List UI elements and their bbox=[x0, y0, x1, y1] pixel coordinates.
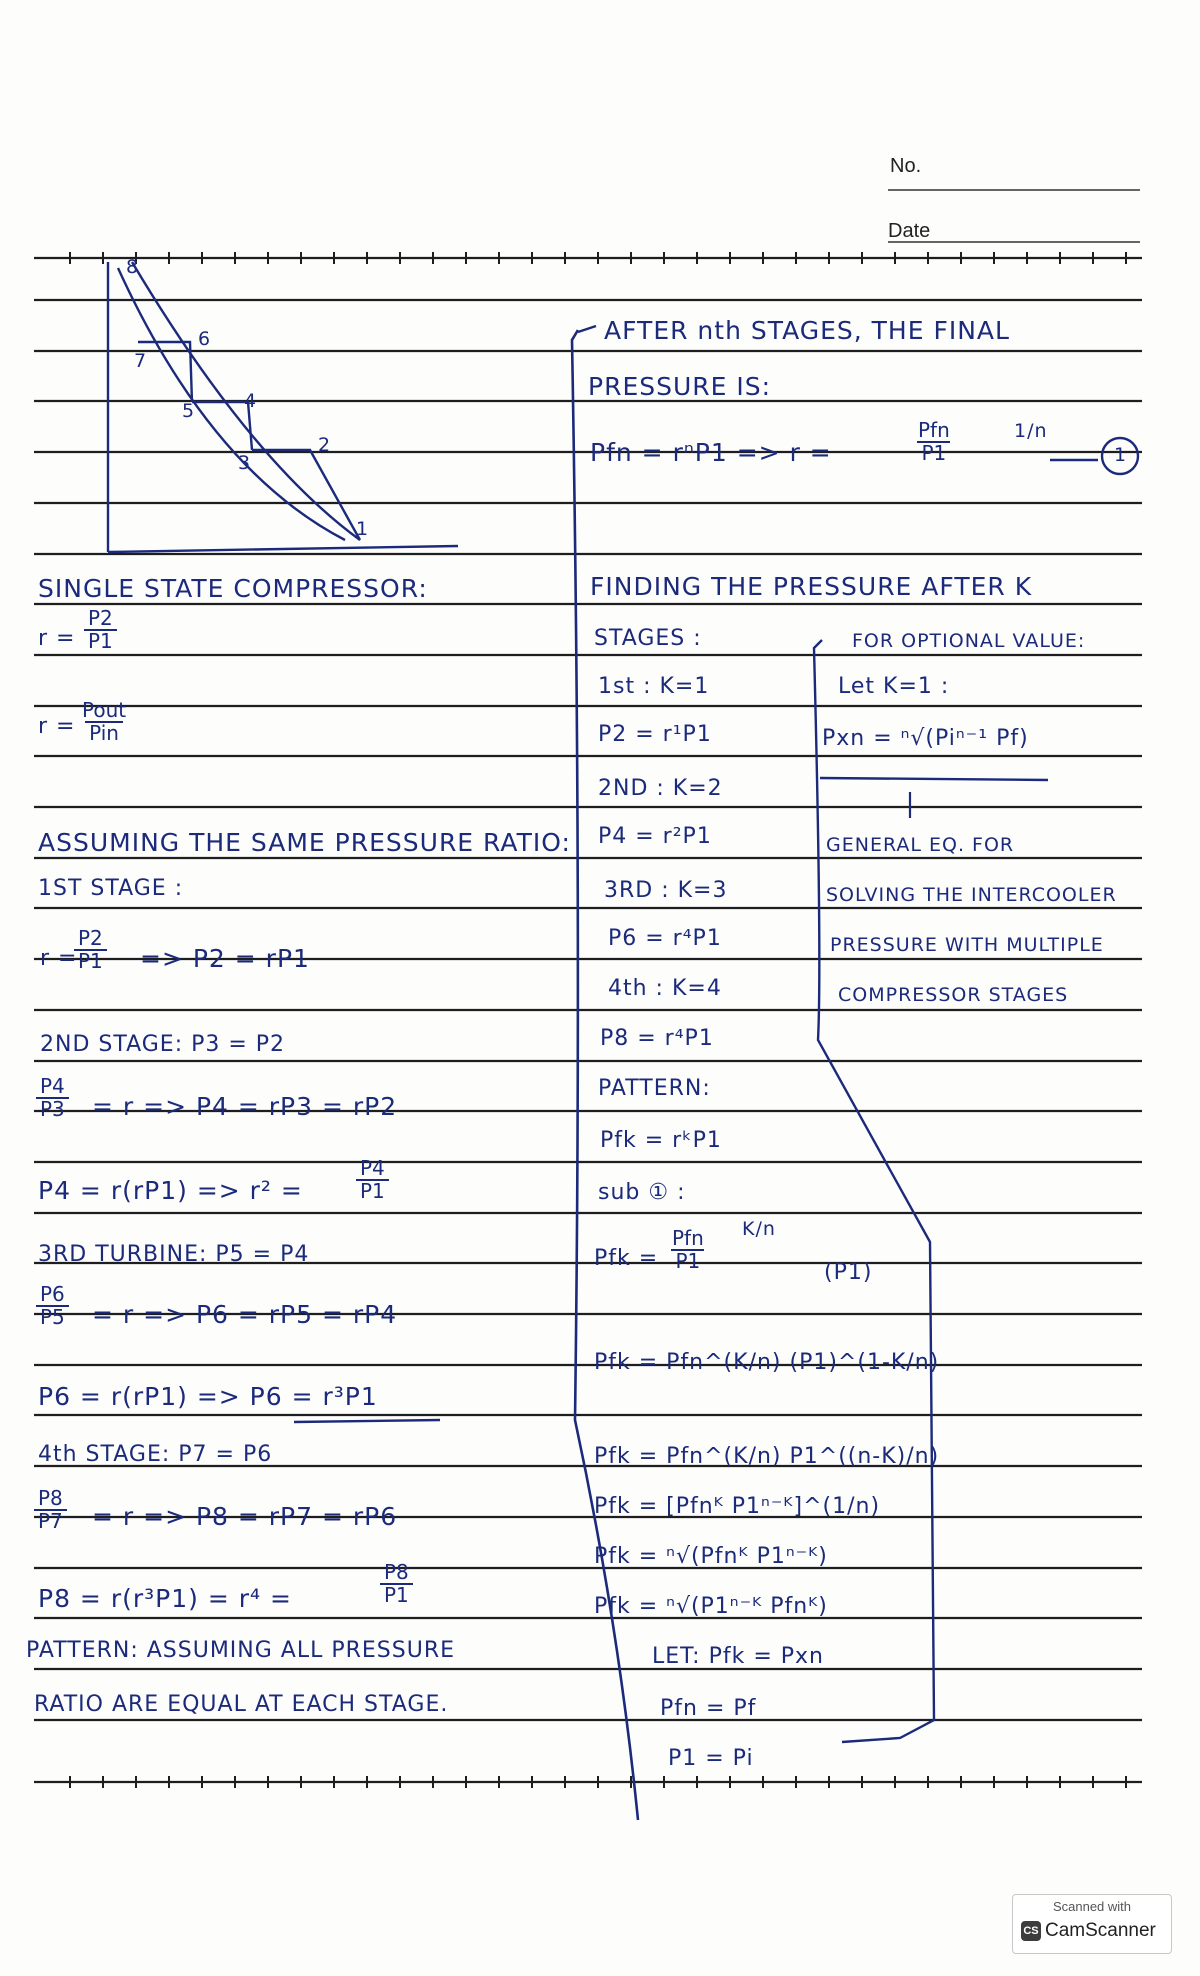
fraction: $\frac{P4}{P3}$ bbox=[36, 1076, 69, 1120]
equation-label: r = bbox=[40, 946, 78, 971]
side-note: FOR OPTIONAL VALUE: bbox=[852, 630, 1086, 652]
fraction: Pfn P1 bbox=[918, 418, 950, 465]
equation: (P1) bbox=[824, 1260, 873, 1285]
equation: Pfk = [Pfnᴷ P1ⁿ⁻ᴷ]^(1/n) bbox=[594, 1494, 881, 1519]
note-bracket bbox=[814, 640, 934, 1742]
point-label: 4 bbox=[244, 390, 258, 412]
fraction: $\frac{P2}{P1}$ bbox=[74, 928, 107, 972]
side-note: COMPRESSOR STAGES bbox=[838, 984, 1069, 1006]
stage-heading: 2ND STAGE: P3 = P2 bbox=[40, 1032, 286, 1057]
fraction: $\frac{P2}{P1}$ bbox=[84, 608, 117, 652]
equation: P4 = r(rP1) => r² = bbox=[38, 1176, 303, 1205]
point-label: 8 bbox=[126, 256, 140, 278]
side-note: SOLVING THE INTERCOOLER bbox=[826, 884, 1117, 906]
fraction: Pfn P1 bbox=[672, 1226, 704, 1273]
stage-line: P2 = r¹P1 bbox=[598, 722, 712, 747]
fraction: $\frac{P8}{P7}$ bbox=[34, 1488, 67, 1532]
equation: = r => P8 = rP7 = rP6 bbox=[92, 1502, 398, 1531]
exponent: K/n bbox=[742, 1218, 776, 1240]
equation: P8 = r(r³P1) = r⁴ = bbox=[38, 1584, 292, 1613]
fraction: Pout Pin bbox=[82, 698, 127, 745]
camscanner-logo-icon: CS bbox=[1021, 1921, 1041, 1941]
point-label: 7 bbox=[134, 350, 148, 372]
stage-heading: 1ST STAGE : bbox=[38, 876, 184, 901]
stage-heading: 3RD TURBINE: P5 = P4 bbox=[38, 1242, 310, 1267]
stage-heading: 4th STAGE: P7 = P6 bbox=[38, 1442, 273, 1467]
section-title: ASSUMING THE SAME PRESSURE RATIO: bbox=[38, 828, 571, 857]
fraction: $\frac{P6}{P5}$ bbox=[36, 1284, 69, 1328]
heading: STAGES : bbox=[594, 626, 702, 651]
equation: Pfk = rᵏP1 bbox=[600, 1128, 722, 1153]
stage-line: P4 = r²P1 bbox=[598, 824, 712, 849]
section-title: SINGLE STATE COMPRESSOR: bbox=[38, 574, 428, 603]
equation: Pfn = rⁿP1 => r = bbox=[590, 438, 832, 467]
side-note: GENERAL EQ. FOR bbox=[826, 834, 1015, 856]
pattern-note: RATIO ARE EQUAL AT EACH STAGE. bbox=[34, 1692, 449, 1717]
equation-label: r = bbox=[38, 714, 76, 739]
equation: => P2 = rP1 bbox=[140, 944, 310, 973]
equation-ref: 1 bbox=[1114, 444, 1128, 466]
equation: P6 = r(rP1) => P6 = r³P1 bbox=[38, 1382, 378, 1411]
heading: AFTER nth STAGES, THE FINAL bbox=[604, 316, 1010, 345]
heading: sub ① : bbox=[598, 1180, 686, 1205]
side-note: Let K=1 : bbox=[838, 674, 950, 699]
stage-line: 1st : K=1 bbox=[598, 674, 710, 699]
equation: = r => P4 = rP3 = rP2 bbox=[92, 1092, 398, 1121]
equation: Pfk = ⁿ√(Pfnᴷ P1ⁿ⁻ᴷ) bbox=[594, 1544, 828, 1569]
equation: = r => P6 = rP5 = rP4 bbox=[92, 1300, 398, 1329]
date-label: Date bbox=[888, 220, 931, 242]
no-label: No. bbox=[890, 155, 922, 177]
equation: P1 = Pi bbox=[668, 1746, 754, 1771]
point-label: 5 bbox=[182, 400, 196, 422]
heading: FINDING THE PRESSURE AFTER K bbox=[590, 572, 1033, 601]
point-label: 3 bbox=[238, 452, 252, 474]
stage-line: 4th : K=4 bbox=[608, 976, 722, 1001]
point-label: 1 bbox=[356, 518, 370, 540]
side-note: PRESSURE WITH MULTIPLE bbox=[830, 934, 1104, 956]
pv-diagram bbox=[108, 262, 458, 552]
stage-line: P8 = r⁴P1 bbox=[600, 1026, 714, 1051]
pattern-note: PATTERN: ASSUMING ALL PRESSURE bbox=[26, 1638, 456, 1663]
badge-caption: Scanned with bbox=[1052, 1899, 1132, 1914]
equation: LET: Pfk = Pxn bbox=[652, 1644, 824, 1669]
exponent: 1/n bbox=[1014, 420, 1048, 442]
stage-line: 3RD : K=3 bbox=[604, 878, 728, 903]
equation-label: r = bbox=[38, 626, 76, 651]
fraction: $\frac{P8}{P1}$ bbox=[380, 1562, 413, 1606]
heading: PRESSURE IS: bbox=[588, 372, 772, 401]
camscanner-badge bbox=[1012, 1894, 1172, 1954]
side-formula: Pxn = ⁿ√(Piⁿ⁻¹ Pf) bbox=[822, 726, 1029, 751]
equation: Pfk = ⁿ√(P1ⁿ⁻ᴷ Pfnᴷ) bbox=[594, 1594, 828, 1619]
badge-brand: CamScanner bbox=[1045, 1920, 1156, 1941]
equation: Pfk = Pfn^(K/n) P1^((n-K)/n) bbox=[594, 1444, 940, 1469]
equation: Pfk = Pfn^(K/n) (P1)^(1-K/n) bbox=[594, 1350, 940, 1375]
equation: Pfk = bbox=[594, 1246, 659, 1271]
fraction: $\frac{P4}{P1}$ bbox=[356, 1158, 389, 1202]
point-label: 6 bbox=[198, 328, 212, 350]
point-label: 2 bbox=[318, 434, 332, 456]
stage-line: P6 = r⁴P1 bbox=[608, 926, 722, 951]
equation: Pfn = Pf bbox=[660, 1696, 757, 1721]
heading: PATTERN: bbox=[598, 1076, 711, 1101]
stage-line: 2ND : K=2 bbox=[598, 776, 723, 801]
